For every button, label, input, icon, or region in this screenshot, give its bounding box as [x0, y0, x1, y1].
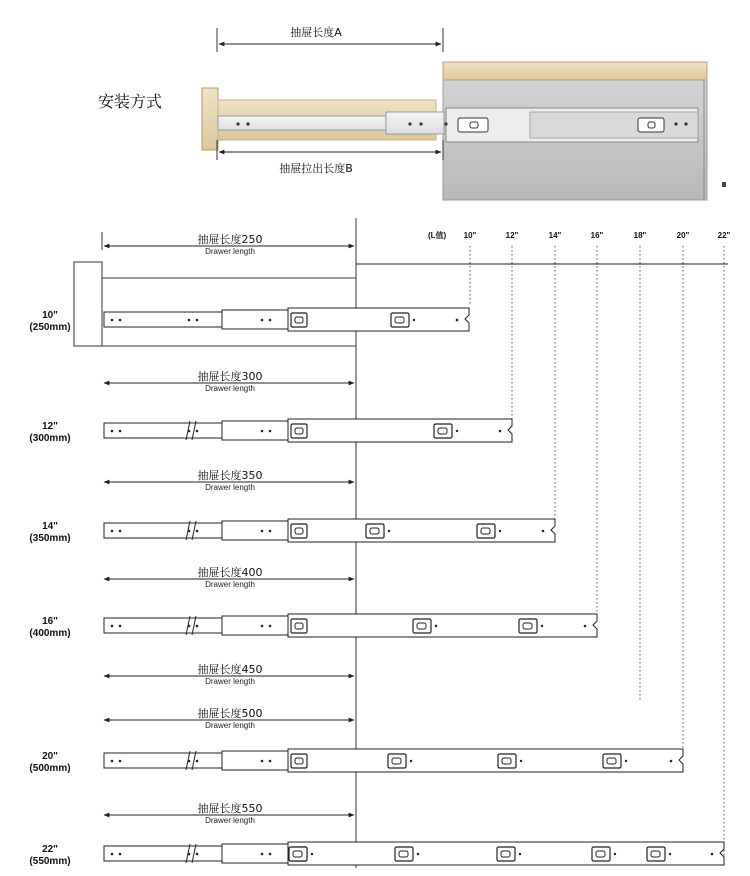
screw-hole: [261, 430, 264, 433]
outer-screw-hole: [435, 625, 437, 627]
end-hole: [711, 853, 714, 856]
length-label-en: Drawer length: [205, 384, 255, 393]
outer-screw-hole: [520, 760, 522, 762]
outer-mount-hole: [501, 851, 510, 857]
tick-label-2: 14": [548, 231, 562, 240]
length-label-en: Drawer length: [205, 247, 255, 256]
length-label-en: Drawer length: [205, 580, 255, 589]
screw-hole: [119, 319, 122, 322]
screw-hole: [119, 853, 122, 856]
screw-hole: [269, 853, 272, 856]
drawer-rows: [29, 232, 724, 867]
outer-screw-hole: [614, 853, 616, 855]
screw-hole: [119, 530, 122, 533]
screw-7: [684, 122, 687, 125]
middle-rail: [222, 751, 288, 770]
front-mount-hole: [295, 758, 303, 764]
length-label-cn: 抽屉长度350: [197, 469, 263, 482]
slide-size-inch: 22": [42, 844, 58, 855]
slide-size-inch: 14": [42, 521, 58, 532]
outer-rail: [288, 614, 597, 637]
screw-1: [236, 122, 239, 125]
screw-2: [246, 122, 249, 125]
outer-rail: [288, 519, 555, 542]
screw-hole: [188, 430, 191, 433]
scale-header: (L值): [428, 231, 447, 240]
drawer-front: [202, 88, 218, 150]
middle-rail: [222, 421, 288, 440]
front-mount-hole: [295, 528, 303, 534]
length-label-cn: 抽屉长度500: [197, 707, 263, 720]
outer-screw-hole: [519, 853, 521, 855]
screw-hole: [188, 319, 191, 322]
length-label-cn: 抽屉长度400: [197, 566, 263, 579]
screw-5: [444, 122, 447, 125]
dim-b-label: 抽屉拉出长度B: [279, 162, 353, 175]
screw-hole: [196, 625, 199, 628]
front-mount-hole: [295, 623, 303, 629]
mount-slot-2-hole: [648, 122, 655, 128]
tick-label-6: 22": [717, 231, 731, 240]
slide-size-mm: (400mm): [29, 628, 71, 639]
screw-4: [419, 122, 422, 125]
first-row-frame: [74, 262, 102, 346]
screw-hole: [196, 319, 199, 322]
outer-mount-hole: [392, 758, 401, 764]
screw-hole: [196, 853, 199, 856]
tick-label-1: 12": [505, 231, 519, 240]
screw-hole: [196, 430, 199, 433]
screw-3: [408, 122, 411, 125]
outer-mount-hole: [607, 758, 616, 764]
length-label-cn: 抽屉长度450: [197, 663, 263, 676]
outer-mount-hole: [417, 623, 426, 629]
length-label-en: Drawer length: [205, 677, 255, 686]
dim-a-label: 抽屉长度A: [290, 26, 342, 39]
screw-hole: [269, 430, 272, 433]
end-hole: [456, 319, 459, 322]
slide-size-inch: 12": [42, 421, 58, 432]
outer-mount-hole: [438, 428, 447, 434]
slide-size-inch: 10": [42, 310, 58, 321]
drawer-row-0: [29, 232, 469, 333]
slide-size-inch: 16": [42, 616, 58, 627]
screw-hole: [269, 319, 272, 322]
tick-label-4: 18": [633, 231, 647, 240]
slide-size-mm: (250mm): [29, 322, 71, 333]
cabinet-mark: [722, 182, 726, 187]
screw-hole: [261, 319, 264, 322]
length-label-cn: 抽屉长度550: [197, 802, 263, 815]
screw-hole: [111, 530, 114, 533]
drawer-row-6: [29, 801, 724, 867]
screw-hole: [188, 530, 191, 533]
outer-mount-hole: [395, 317, 404, 323]
install-title: 安装方式: [98, 92, 163, 111]
end-hole: [499, 430, 502, 433]
screw-hole: [269, 625, 272, 628]
drawer-row-1: [29, 369, 512, 444]
length-label-en: Drawer length: [205, 816, 255, 825]
outer-screw-hole: [456, 430, 458, 432]
drawer-row-3: [29, 565, 597, 639]
slide-size-mm: (300mm): [29, 433, 71, 444]
outer-screw-hole: [413, 319, 415, 321]
screw-hole: [261, 760, 264, 763]
middle-rail: [222, 616, 288, 635]
end-hole: [584, 625, 587, 628]
middle-rail: [222, 310, 288, 329]
length-label-en: Drawer length: [205, 721, 255, 730]
screw-hole: [111, 319, 114, 322]
front-mount-hole: [295, 428, 303, 434]
drawer-row-4: [104, 662, 354, 686]
screw-hole: [261, 530, 264, 533]
outer-slide-channel: [530, 112, 698, 138]
screw-hole: [111, 625, 114, 628]
outer-screw-hole: [311, 853, 313, 855]
screw-hole: [111, 430, 114, 433]
outer-mount-hole: [523, 623, 532, 629]
screw-hole: [188, 625, 191, 628]
tick-label-0: 10": [463, 231, 477, 240]
screw-hole: [269, 530, 272, 533]
screw-hole: [119, 625, 122, 628]
outer-screw-hole: [410, 760, 412, 762]
screw-hole: [119, 430, 122, 433]
outer-screw-hole: [669, 853, 671, 855]
cabinet-top-edge: [443, 62, 707, 80]
outer-mount-hole: [596, 851, 605, 857]
length-label-cn: 抽屉长度300: [197, 370, 263, 383]
screw-hole: [111, 760, 114, 763]
slide-size-mm: (550mm): [29, 856, 71, 867]
end-hole: [670, 760, 673, 763]
slide-size-mm: (500mm): [29, 763, 71, 774]
middle-slide: [386, 112, 444, 134]
outer-rail: [288, 749, 683, 772]
middle-rail: [222, 844, 288, 863]
screw-hole: [111, 853, 114, 856]
screw-hole: [261, 625, 264, 628]
mount-slot-1-hole: [470, 122, 478, 128]
outer-rail: [288, 308, 469, 331]
slide-size-mm: (350mm): [29, 533, 71, 544]
screw-hole: [196, 760, 199, 763]
tick-label-5: 20": [676, 231, 690, 240]
outer-mount-hole: [370, 528, 379, 534]
screw-hole: [269, 760, 272, 763]
screw-hole: [119, 760, 122, 763]
front-mount-hole: [295, 317, 303, 323]
outer-mount-hole: [502, 758, 511, 764]
screw-6: [674, 122, 677, 125]
end-hole: [542, 530, 545, 533]
outer-screw-hole: [388, 530, 390, 532]
outer-screw-hole: [541, 625, 543, 627]
outer-mount-hole: [293, 851, 302, 857]
outer-mount-hole: [481, 528, 490, 534]
length-label-cn: 抽屉长度250: [197, 233, 263, 246]
outer-mount-hole: [651, 851, 660, 857]
length-label-en: Drawer length: [205, 483, 255, 492]
drawer-row-2: [29, 468, 555, 544]
tick-label-3: 16": [590, 231, 604, 240]
outer-mount-hole: [399, 851, 408, 857]
screw-hole: [188, 853, 191, 856]
slide-size-inch: 20": [42, 751, 58, 762]
install-illustration: [98, 25, 726, 200]
screw-hole: [188, 760, 191, 763]
screw-hole: [196, 530, 199, 533]
outer-screw-hole: [417, 853, 419, 855]
outer-screw-hole: [625, 760, 627, 762]
outer-rail: [288, 419, 512, 442]
outer-screw-hole: [499, 530, 501, 532]
screw-hole: [261, 853, 264, 856]
middle-rail: [222, 521, 288, 540]
